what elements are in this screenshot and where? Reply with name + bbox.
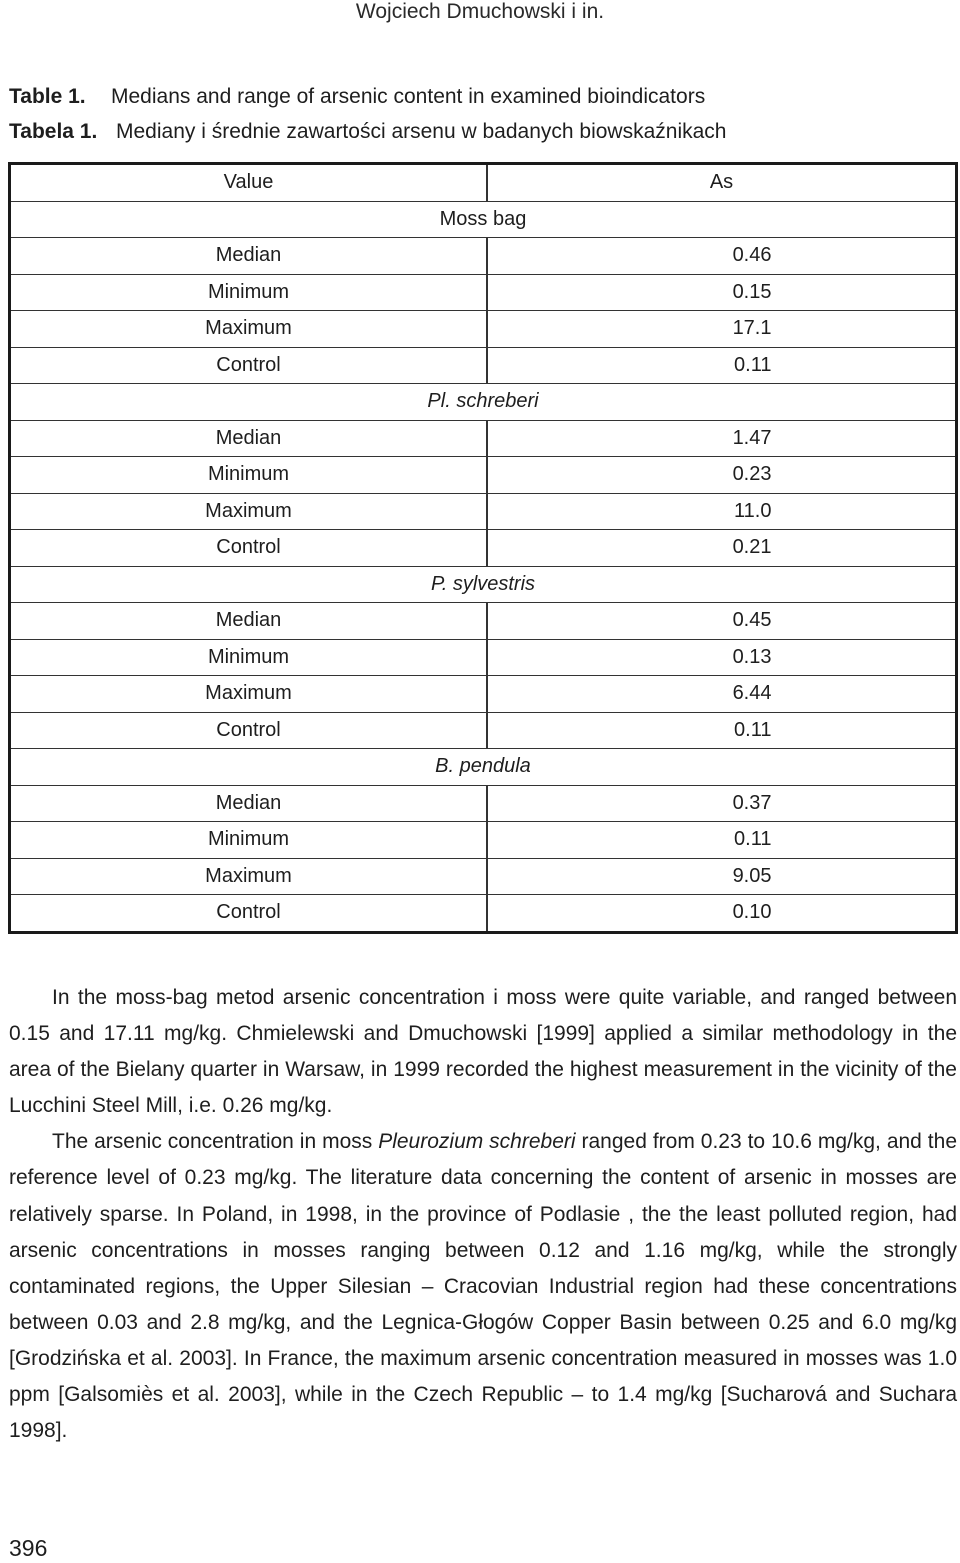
row-value-cell [487, 493, 957, 530]
paragraph-2-rest: ranged from 0.23 to 10.6 mg/kg, and the reference level of 0.23 mg/kg. The literature data concerning the content of arsenic in mosses are relatively sparse. In Poland, in 1998, in the province of Podlasie , the the least polluted region, had arsenic concentrations in mosses ranging between 0.12 and 1.16 mg/kg, while the strongly contaminated regions, the Upper Silesian – Cracovian Industrial region had these concentrations between 0.03 and 2.8 mg/kg, and the Legnica-Głogów Copper Basin between 0.25 and 6.0 mg/kg [Grodzińska et al. 2003]. In France, the maximum arsenic concentration measured in mosses was 1.0 ppm [Galsomiès et al. 2003], while in the Czech Republic – to 1.4 mg/kg [Sucharová and Suchara 1998]. [9, 1130, 958, 1443]
row-label: Minimum [10, 457, 488, 494]
table-row [10, 493, 957, 530]
row-label: Maximum [10, 858, 488, 895]
row-value: 0.46 [732, 244, 772, 267]
arsenic-table [8, 162, 958, 934]
table-header-row [10, 164, 957, 202]
table-row [10, 274, 957, 311]
table-row [10, 347, 957, 384]
row-label: Control [10, 530, 488, 567]
table-row [10, 785, 957, 822]
group-row [10, 749, 957, 786]
row-value-cell [487, 420, 957, 457]
table-row [10, 712, 957, 749]
row-value: 0.15 [732, 280, 772, 303]
row-value: 0.23 [732, 463, 772, 486]
row-value: 0.11 [734, 828, 772, 851]
row-label: Minimum [10, 274, 488, 311]
row-value: 11.0 [734, 499, 772, 522]
row-label: Control [10, 712, 488, 749]
table-caption-pl: Tabela 1. Mediany i średnie zawartości arsenu w badanych biowskaźnikach [9, 120, 727, 143]
table-row [10, 822, 957, 859]
species-name: Pleurozium schreberi [378, 1130, 576, 1154]
table-row [10, 676, 957, 713]
row-value-cell [487, 712, 957, 749]
group-row [10, 566, 957, 603]
row-label: Maximum [10, 493, 488, 530]
table-row [10, 639, 957, 676]
row-value: 9.05 [732, 864, 772, 887]
row-label: Median [10, 603, 488, 640]
row-value-cell [487, 530, 957, 567]
row-value-cell [487, 895, 957, 933]
page-number: 396 [9, 1535, 48, 1561]
row-value: 0.37 [732, 791, 772, 814]
group-row [10, 201, 957, 238]
table-row [10, 457, 957, 494]
row-value-cell [487, 822, 957, 859]
group-row [10, 384, 957, 421]
row-label: Maximum [10, 311, 488, 348]
group-label: Pl. schreberi [10, 384, 957, 421]
row-value: 0.10 [732, 901, 772, 924]
body-text [9, 980, 957, 1449]
table-row [10, 420, 957, 457]
row-value: 0.11 [734, 718, 772, 741]
row-value-cell [487, 858, 957, 895]
row-value-cell [487, 639, 957, 676]
row-label: Median [10, 785, 488, 822]
table-row [10, 311, 957, 348]
row-value: 1.47 [732, 426, 772, 449]
row-value-cell [487, 347, 957, 384]
row-label: Control [10, 347, 488, 384]
row-label: Minimum [10, 822, 488, 859]
row-value-cell [487, 238, 957, 275]
row-value-cell [487, 274, 957, 311]
group-label: B. pendula [10, 749, 957, 786]
row-value: 0.45 [732, 609, 772, 632]
row-value: 0.21 [732, 536, 772, 559]
row-value: 0.11 [734, 353, 772, 376]
row-label: Control [216, 901, 281, 924]
paragraph-1: In the moss-bag metod arsenic concentration i moss were quite variable, and ranged between 0.15 and 17.11 mg/kg. Chmielewski and Dmuchowski [1999] applied a similar methodology in the area of the Bielany quarter in Warsaw, in 1999 recorded the highest measurement in the vicinity of the Lucchini Steel Mill, i.e. 0.26 mg/kg. [9, 986, 957, 1118]
table-row [10, 530, 957, 567]
row-label: Minimum [10, 639, 488, 676]
header-as: As [487, 164, 957, 202]
row-label: Median [10, 238, 488, 275]
row-label: Median [10, 420, 488, 457]
row-value-cell [487, 311, 957, 348]
row-value: 0.13 [732, 645, 772, 668]
caption-label-en: Table 1. [9, 85, 86, 108]
row-value: 17.1 [732, 317, 772, 340]
row-label: Maximum [10, 676, 488, 713]
row-value-cell [487, 676, 957, 713]
group-label: Moss bag [10, 201, 957, 238]
table-row [10, 603, 957, 640]
caption-text-en: Medians and range of arsenic content in examined bioindicators [111, 85, 706, 108]
row-value-cell [487, 603, 957, 640]
paragraph-2 [9, 1124, 957, 1449]
row-value: 6.44 [732, 682, 772, 705]
table-row [10, 858, 957, 895]
caption-text-pl: Mediany i średnie zawartości arsenu w badanych biowskaźnikach [116, 120, 727, 143]
running-head: Wojciech Dmuchowski i in. [355, 0, 605, 23]
row-value-cell [487, 457, 957, 494]
row-value-cell [487, 785, 957, 822]
table-row [10, 238, 957, 275]
group-label: P. sylvestris [10, 566, 957, 603]
table-caption-en [9, 83, 705, 111]
paragraph-2-start: The arsenic concentration in moss [52, 1130, 379, 1154]
header-value: Value [10, 164, 488, 202]
table-row [10, 895, 957, 933]
